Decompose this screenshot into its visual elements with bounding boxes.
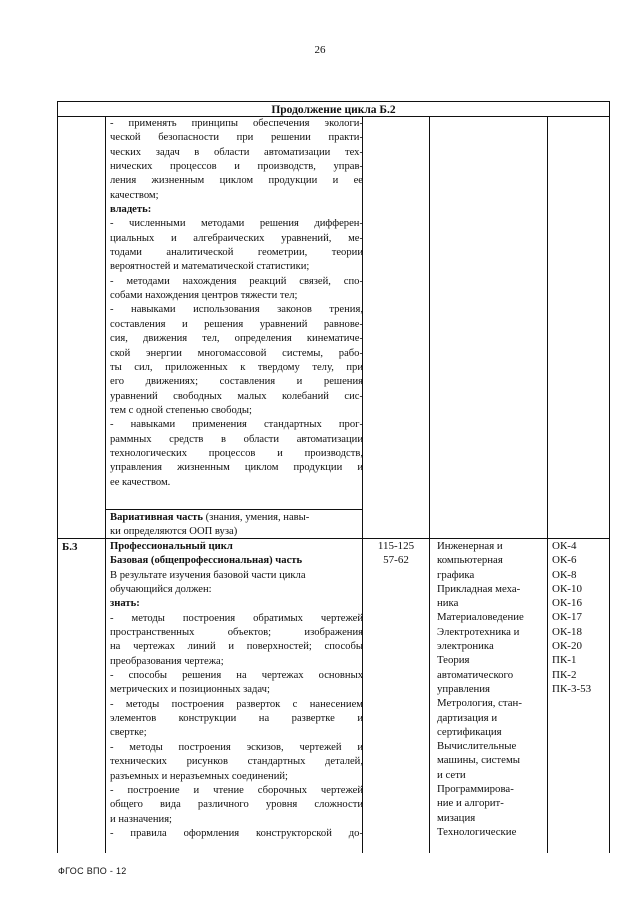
page-number: 26 <box>314 44 326 56</box>
section-disciplines <box>437 539 545 839</box>
text-line: ты сил, приложенных к твердому телу, при <box>110 361 363 373</box>
discipline-line: электроника <box>437 640 494 653</box>
table-caption: Продолжение цикла Б.2 <box>271 104 396 116</box>
text-line: ской энергии многомассовой системы, рабо- <box>110 347 363 359</box>
discipline-line: Технологические <box>437 825 517 838</box>
variative-title: Вариативная часть <box>110 512 203 523</box>
text-line: элементов конструкции на развертке и <box>110 713 363 725</box>
discipline-line: Электротехника и <box>437 625 520 638</box>
text-line: метрических и позиционных задач; <box>110 684 270 696</box>
text-line: - методы построения разверток с нанесением <box>110 698 363 710</box>
text-line: - навыками использования законов трения, <box>110 304 363 316</box>
text-line: качеством; <box>110 189 159 201</box>
table-col-divider-4 <box>547 116 548 853</box>
text-line: раммных средств в области автоматизации <box>110 433 363 445</box>
text-line: тодами аналитической геометрии, теории <box>110 247 363 259</box>
competency-code: ОК-17 <box>552 611 582 624</box>
variative-note: (знания, умения, навы- <box>202 512 310 523</box>
text-line: тем с одной степенью свободы; <box>110 404 252 416</box>
text-line: и назначения; <box>110 813 173 825</box>
competency-code: ОК-20 <box>552 640 582 653</box>
discipline-line: мизация <box>437 811 476 824</box>
variative-divider <box>105 509 362 510</box>
competence-description-continued <box>110 117 363 490</box>
discipline-line: сертификация <box>437 725 502 738</box>
discipline-line: ника <box>437 597 459 610</box>
text-line: ее качеством. <box>110 476 171 488</box>
discipline-line: автоматического <box>437 668 514 681</box>
discipline-line: Вычислительные <box>437 740 517 753</box>
hours-value: 57-62 <box>383 554 409 567</box>
text-line: пространственных объектов; изображения <box>110 627 363 639</box>
text-line: управления жизненным циклом продукции и <box>110 462 363 474</box>
text-line: собами нахождения центров тяжести тел; <box>110 290 298 302</box>
competency-code: ОК-6 <box>552 554 577 567</box>
table-col-divider-1 <box>105 116 106 853</box>
text-line: вероятностей и математической статистики; <box>110 261 310 273</box>
table-border-left <box>57 101 58 853</box>
text-line: - правила оформления конструкторской до- <box>110 827 363 839</box>
section-b3-description <box>110 540 363 841</box>
competency-code: ОК-4 <box>552 540 577 552</box>
discipline-line: Метрология, стан- <box>437 697 522 710</box>
section-competencies <box>552 539 608 696</box>
discipline-line: Материаловедение <box>437 611 524 624</box>
discipline-line: Инженерная и <box>437 540 503 552</box>
discipline-line: Прикладная меха- <box>437 582 521 595</box>
section-subtitle: Базовая (общепрофессиональная) часть <box>110 555 303 567</box>
text-line: обучающийся должен: <box>110 584 212 596</box>
text-line: - методами нахождения реакций связей, спо- <box>110 275 363 287</box>
text-line: уравнений свободных малых колебаний сис- <box>110 390 363 402</box>
discipline-line: графика <box>437 568 475 581</box>
table-border-right <box>609 101 610 853</box>
text-line: ления жизненным циклом продукции и ее <box>110 175 363 187</box>
competency-code: ОК-10 <box>552 582 582 595</box>
hours-value: 115-125 <box>377 540 415 552</box>
table-border-top <box>57 101 610 102</box>
text-line: - методы построения эскизов, чертежей и <box>110 741 363 753</box>
discipline-line: Теория <box>437 654 470 667</box>
text-line: разъемных и неразъемных соединений; <box>110 770 288 782</box>
text-line: В результате изучения базовой части цикла <box>110 569 306 581</box>
variative-note-line2: ки определяются ООП вуза) <box>110 526 238 538</box>
discipline-line: машины, системы <box>437 754 521 767</box>
competency-code: ОК-16 <box>552 597 582 610</box>
text-line: - методы построения обратимых чертежей <box>110 612 363 624</box>
text-line: ческой безопасности при решении практи- <box>110 132 363 144</box>
competency-code: ОК-8 <box>552 568 577 581</box>
text-line: сия, движения тел, определения кинематиче- <box>110 333 363 345</box>
text-line: свертке; <box>110 727 147 739</box>
discipline-line: компьютерная <box>437 554 503 567</box>
text-line: - способы решения на чертежах основных <box>110 670 363 682</box>
text-line: знать: <box>110 598 140 610</box>
text-line: на чертежах линий и поверхностей; способы <box>110 641 363 653</box>
competency-code: ПК-2 <box>552 668 577 681</box>
text-line: циальных и алгебраических уравнений, ме- <box>110 232 363 244</box>
text-line: ческих задач в области автоматизации тех- <box>110 146 363 158</box>
text-line: - навыками применения стандартных прог- <box>110 419 363 431</box>
text-line: технических рисунков стандартных деталей, <box>110 756 363 768</box>
text-line: владеть: <box>110 204 152 216</box>
text-line: - применять принципы обеспечения экологи- <box>110 118 363 129</box>
table-col-divider-3 <box>429 116 430 853</box>
competency-code: ОК-18 <box>552 625 582 638</box>
section-code: Б.3 <box>62 541 78 553</box>
variative-part <box>110 511 363 540</box>
discipline-line: управления <box>437 682 491 695</box>
text-line: нических процессов и производств, управ- <box>110 161 363 173</box>
document-footer: ФГОС ВПО - 12 <box>58 866 127 876</box>
text-line: - построение и чтение сборочных чертежей <box>110 784 363 796</box>
text-line: его движениях; составления и решения <box>110 376 363 388</box>
section-hours <box>365 539 427 568</box>
competency-code: ПК-3-53 <box>552 682 592 695</box>
text-line: преобразования чертежа; <box>110 655 224 667</box>
discipline-line: Программирова- <box>437 783 514 796</box>
competency-code: ПК-1 <box>552 654 577 667</box>
text-line: - численными методами решения дифферен- <box>110 218 363 230</box>
text-line: технологических процессов и производств, <box>110 447 363 459</box>
discipline-line: ние и алгорит- <box>437 797 504 810</box>
discipline-line: дартизация и <box>437 711 498 724</box>
section-title: Профессиональный цикл <box>110 541 233 552</box>
discipline-line: и сети <box>437 768 466 781</box>
text-line: составления и решения уравнений равнове- <box>110 318 363 330</box>
text-line: общего вида различного уровня сложности <box>110 799 363 811</box>
